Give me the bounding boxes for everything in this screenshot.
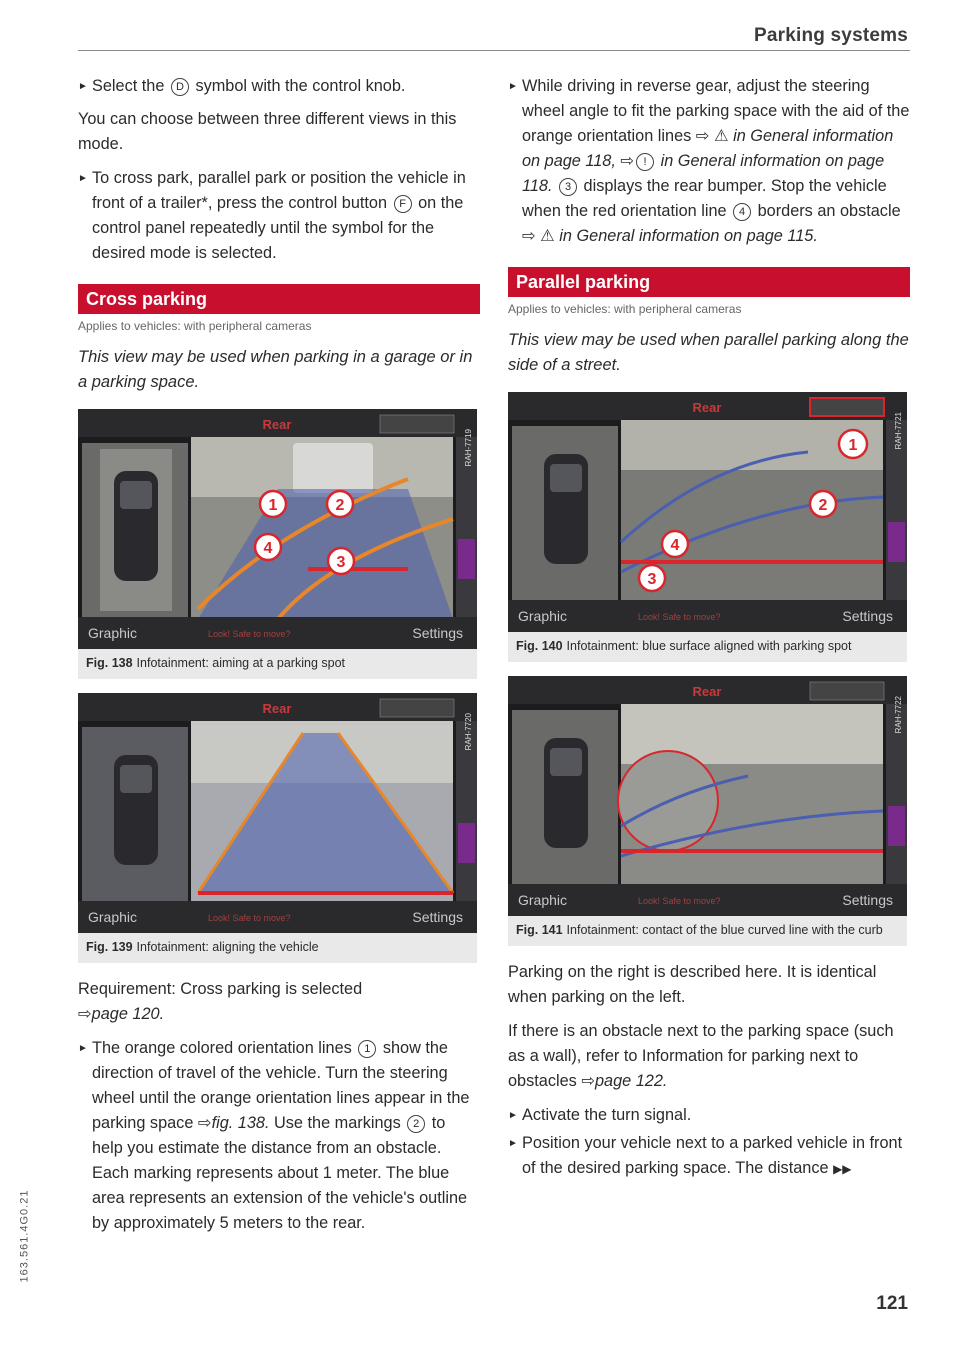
requirement-text: Requirement: Cross parking is selected (78, 980, 363, 998)
cross-parking-intro: This view may be used when parking in a garage or in a parking space. (78, 348, 473, 391)
fig140-camera-view (508, 392, 907, 632)
bullet-position-vehicle: ► Position your vehicle next to a parked vehicle in front of the desired parking space. The distance ▶▶ (508, 1131, 910, 1182)
svg-text:2: 2 (335, 497, 345, 514)
screen-warning: Look! Safe to move? (208, 629, 291, 639)
svg-text:Graphic: Graphic (88, 909, 138, 925)
bullet-reverse-gear: ► While driving in reverse gear, adjust the steering wheel angle to fit the parking space with the aid of the orange orientation lines ⇨ ⚠ in General information on page 118, ⇨ ! in General information on page 118. 3 displays the rear bumper. Stop the vehicle when the red orientation line 4 borders an obstacle ⇨ ⚠ in General information on page 115. (508, 74, 910, 249)
bullet-cross-park: ► To cross park, parallel park or position the vehicle in front of a trailer*, press the control button F on the control panel repeatedly until the symbol for the desired mode is selected. (78, 166, 480, 266)
svg-text:3: 3 (336, 554, 346, 571)
svg-text:2: 2 (818, 497, 828, 514)
figure-141-screen (508, 676, 907, 916)
screen-rear-label: Rear (262, 417, 292, 432)
figure-139-screen (78, 693, 477, 933)
callout-3 (328, 548, 354, 574)
figure-140-screen (508, 392, 907, 632)
fig140-caption: Fig. 140 Infotainment: blue surface aligned with parking spot (508, 632, 907, 662)
svg-text:Graphic: Graphic (518, 608, 568, 624)
figure-code: RAH-7719 (464, 429, 473, 467)
header-title: Parking systems (753, 25, 908, 46)
paragraph-three-views: You can choose between three different views in this mode. (78, 110, 457, 153)
svg-text:Settings: Settings (412, 909, 463, 925)
page-number: 121 (876, 1293, 908, 1314)
fig141-camera-view (508, 676, 907, 916)
svg-text:Settings: Settings (842, 892, 893, 908)
svg-text:4: 4 (670, 537, 680, 554)
header-rule (78, 50, 910, 51)
svg-text:Graphic: Graphic (518, 892, 568, 908)
parallel-parking-intro: This view may be used when parallel parking along the side of a street. (508, 331, 909, 374)
callout-1 (260, 491, 286, 517)
circled-d-icon: D (171, 78, 189, 96)
right-column (508, 74, 910, 1185)
svg-text:1: 1 (268, 497, 278, 514)
svg-text:Look! Safe to move?: Look! Safe to move? (638, 896, 721, 906)
fig138-camera-view (78, 409, 477, 649)
svg-text:1: 1 (848, 437, 858, 454)
svg-text:RAH-7722: RAH-7722 (894, 696, 903, 734)
screen-settings-label: Settings (412, 625, 463, 641)
figure-138-screen (78, 409, 477, 649)
callout-4 (662, 531, 688, 557)
applies-note: Applies to vehicles: with peripheral cameras (78, 319, 312, 333)
bullet-orange-lines: ► The orange colored orientation lines 1 show the direction of travel of the vehicle. Turn the steering wheel until the orange orientation lines appear in the parking space ⇨fig. 138. Use the markings 2 to help you estimate the distance from an obstacle. Each marking represents about 1 meter. The blue area represents an extension of the vehicle's outline by approximately 5 meters to the rear. (78, 1036, 480, 1236)
svg-text:RAH-7720: RAH-7720 (464, 713, 473, 751)
fig141-caption: Fig. 141 Infotainment: contact of the blue curved line with the curb (508, 916, 907, 946)
svg-text:Rear: Rear (262, 701, 292, 716)
svg-text:3: 3 (647, 571, 657, 588)
callout-1 (839, 430, 867, 458)
circled-f-icon: F (394, 195, 412, 213)
callout-3 (639, 565, 665, 591)
svg-text:RAH-7721: RAH-7721 (894, 412, 903, 450)
left-column (78, 74, 480, 1239)
paragraph-obstacle: If there is an obstacle next to the parking space (such as a wall), refer to Information for parking next to obstacles ⇨page 122. (508, 1022, 894, 1090)
continue-arrow-icon: ▶▶ (833, 1162, 852, 1176)
svg-text:Rear: Rear (692, 400, 722, 415)
paragraph-right-side: Parking on the right is described here. It is identical when parking on the left. (508, 963, 877, 1006)
caution-icon: ! (636, 153, 654, 171)
svg-text:Rear: Rear (692, 684, 722, 699)
svg-text:Look! Safe to move?: Look! Safe to move? (208, 913, 291, 923)
callout-2 (810, 491, 836, 517)
side-code: 163.561.4G0.21 (18, 1189, 31, 1283)
callout-2 (327, 491, 353, 517)
svg-text:Look! Safe to move?: Look! Safe to move? (638, 612, 721, 622)
bullet-turn-signal: ► Activate the turn signal. (508, 1103, 910, 1128)
applies-note-right: Applies to vehicles: with peripheral cameras (508, 302, 742, 316)
svg-text:Settings: Settings (842, 608, 893, 624)
callout-4 (255, 534, 281, 560)
section-parallel-parking: Parallel parking (508, 267, 910, 297)
requirement-ref: ⇨page 120. (78, 1005, 165, 1023)
warning-icon: ⇨ ⚠ (695, 127, 734, 145)
fig138-caption: Fig. 138 Infotainment: aiming at a parking spot (78, 649, 477, 679)
fig139-camera-view (78, 693, 477, 933)
svg-text:4: 4 (263, 540, 273, 557)
screen-graphic-label: Graphic (88, 625, 138, 641)
bullet-select-symbol: ► Select the D symbol with the control knob. (78, 74, 480, 99)
section-cross-parking: Cross parking (78, 284, 480, 314)
fig139-caption: Fig. 139 Infotainment: aligning the vehicle (78, 933, 477, 963)
